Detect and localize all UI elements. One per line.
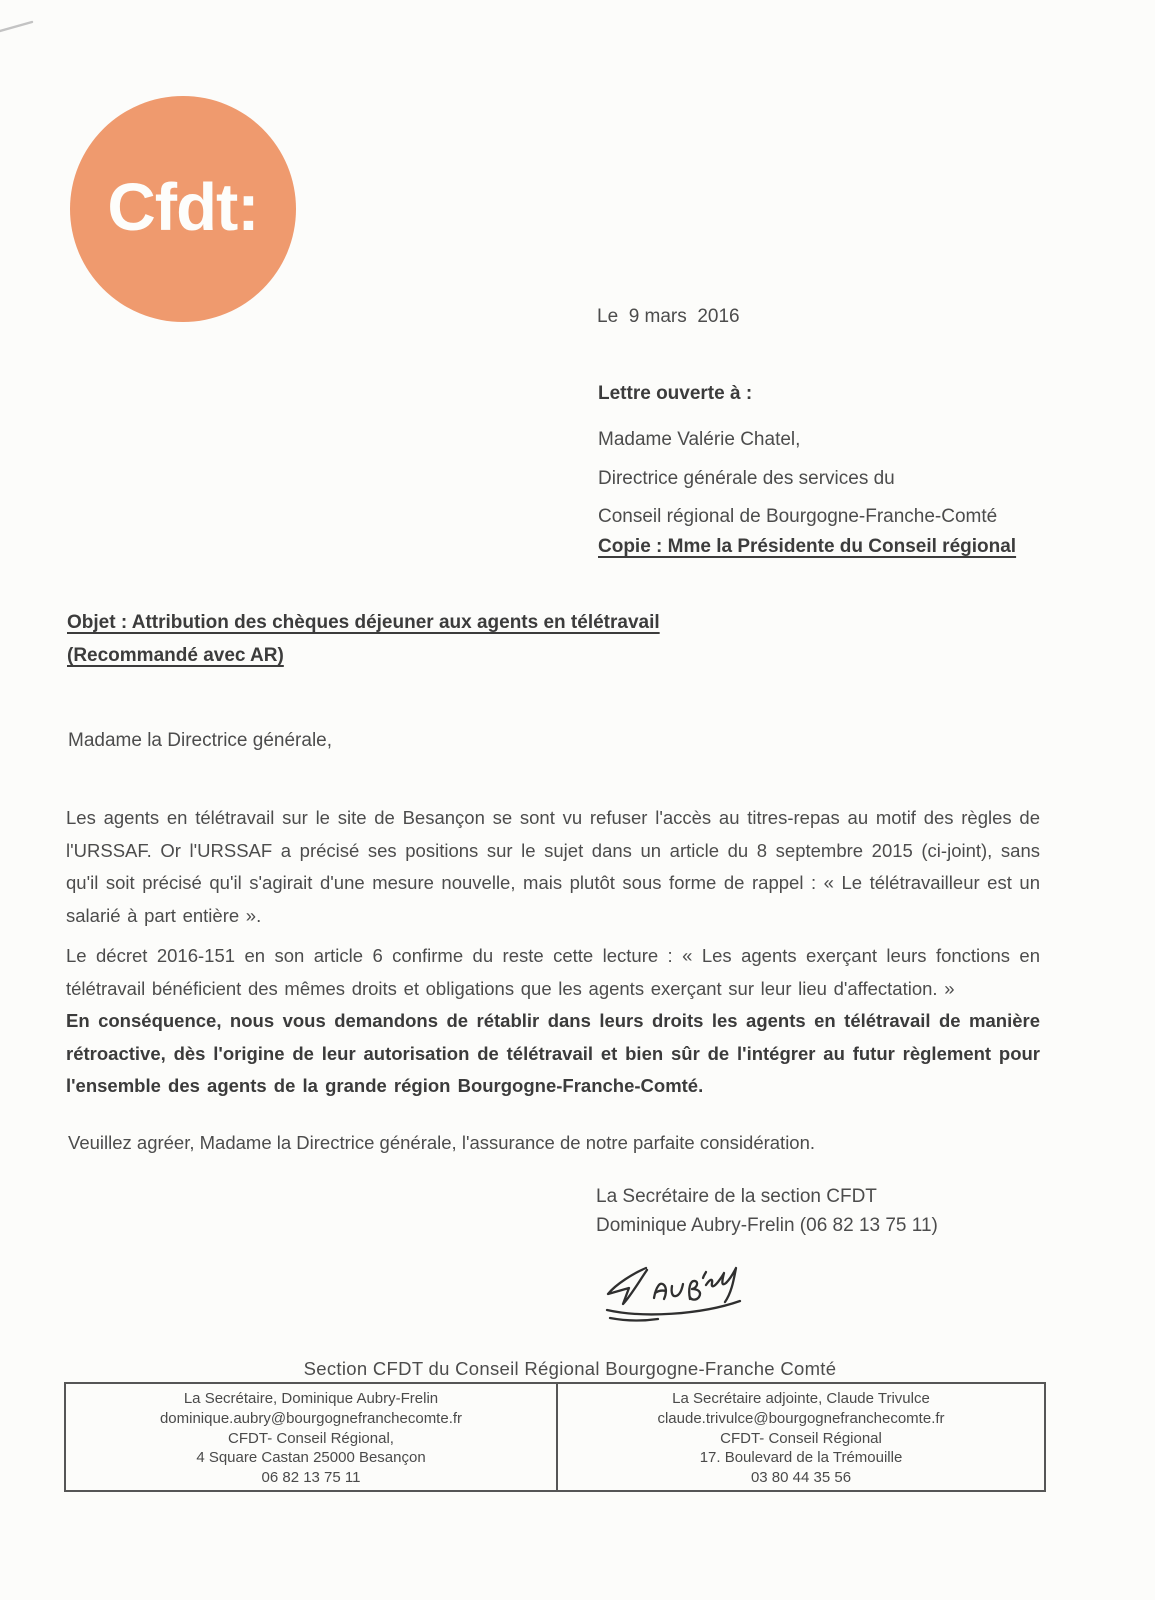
recipient-line: Directrice générale des services du [598,467,895,489]
copy-line: Copie : Mme la Présidente du Conseil régional [598,536,1017,557]
footer-line: claude.trivulce@bourgognefranchecomte.fr [657,1409,945,1427]
closing-line: Veuillez agréer, Madame la Directrice générale, l'assurance de notre parfaite considération. [68,1132,816,1153]
footer-line: 4 Square Castan 25000 Besançon [196,1449,426,1467]
signer-role: La Secrétaire de la section CFDT [596,1186,877,1207]
open-letter-heading: Lettre ouverte à : [598,383,753,404]
footer-line: dominique.aubry@bourgognefranchecomte.fr [159,1409,463,1427]
body-paragraph-3-bold: En conséquence, nous vous demandons de rétablir dans leurs droits les agents en télétravail de manière rétroactive, dès l'origine de leur autorisation de télétravail et bien sûr de l'intégrer au futur règlement pour l'ensemble des agents de la grande région Bourgogne-Franche-Comté. [66,1010,1040,1096]
footer-line: 06 82 13 75 11 [261,1469,361,1487]
subject-block [67,606,660,672]
footer-line: La Secrétaire, Dominique Aubry-Frelin [183,1390,439,1407]
cfdt-logo [70,96,296,322]
footer-section-title: Section CFDT du Conseil Régional Bourgogne-Franche Comté [303,1358,837,1379]
footer-line: La Secrétaire adjointe, Claude Trivulce [672,1390,930,1407]
body-paragraph-2: Le décret 2016-151 en son article 6 confirme du reste cette lecture : « Les agents exerçant leurs fonctions en télétravail bénéficient des mêmes droits et obligations que les agents exerçant sur leur lieu d'affectation. » [66,945,1040,999]
footer-line: 17. Boulevard de la Trémouille [699,1449,903,1467]
footer-line: 03 80 44 35 56 [750,1469,852,1487]
body-paragraph-group [66,940,1040,1103]
recipient-address [598,421,997,537]
recipient-line: Conseil régional de Bourgogne-Franche-Comté [598,506,998,527]
signer-name: Dominique Aubry-Frelin (06 82 13 75 11) [596,1215,938,1236]
footer-cell-left [66,1384,558,1490]
subject-line-2: (Recommandé avec AR) [67,645,284,666]
footer-line: CFDT- Conseil Régional, [228,1429,394,1447]
footer-contact-table [64,1382,1046,1492]
salutation: Madame la Directrice générale, [68,730,333,751]
subject-line-1: Objet : Attribution des chèques déjeuner aux agents en télétravail [67,612,660,633]
corner-scan-mark [0,14,42,40]
footer-cell-right [558,1384,1044,1490]
recipient-line: Madame Valérie Chatel, [598,429,801,450]
footer-line: CFDT- Conseil Régional [720,1429,882,1447]
cfdt-logo-text: Cfdt: [107,169,259,245]
handwritten-signature [600,1256,758,1328]
date-line: Le 9 mars 2016 [597,306,740,327]
body-paragraph-1: Les agents en télétravail sur le site de Besançon se sont vu refuser l'accès au titres-repas au motif des règles de l'URSSAF. Or l'URSSAF a précisé ses positions sur le sujet dans un article du 8 septembre 2015 (ci-joint), sans qu'il soit précisé qu'il s'agirait d'une mesure nouvelle, mais plutôt sous forme de rappel : « Le télétravailleur est un salarié à part entière ». [66,807,1040,926]
